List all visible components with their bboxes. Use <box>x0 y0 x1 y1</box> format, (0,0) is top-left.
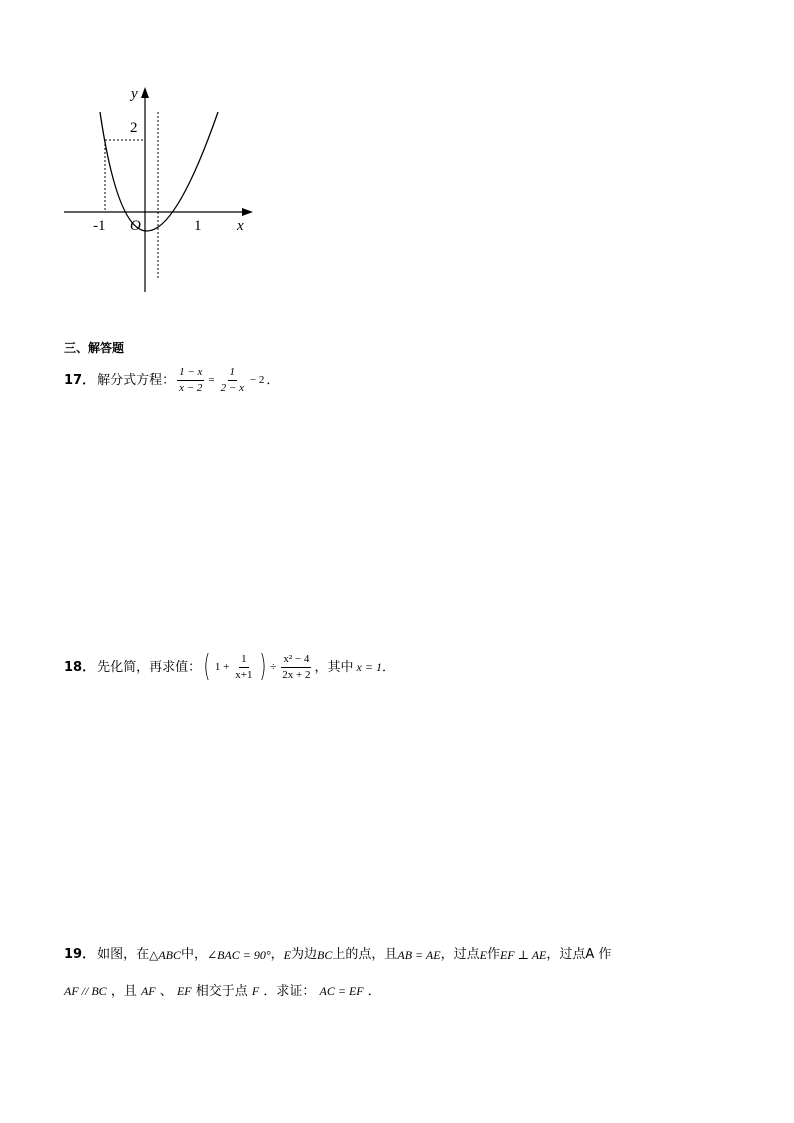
divide-sign: ÷ <box>270 660 277 673</box>
math-parallel: AF // BC <box>64 984 107 998</box>
math-one-plus: 1 + <box>214 660 230 673</box>
math-ab-eq-ae: AB = AE <box>397 947 441 962</box>
punctuation: ． <box>266 372 280 388</box>
fraction-rhs <box>219 366 246 394</box>
problem-text: 先化简，再求值： <box>97 659 202 675</box>
problem-number: 17． <box>64 372 96 388</box>
text-segment: 上的点，且 <box>332 947 398 962</box>
left-paren: ( <box>203 649 211 684</box>
problem-text: 解分式方程： <box>97 372 176 388</box>
fraction-numerator: 1 − x <box>177 366 204 381</box>
math-segment-ef: EF <box>176 984 192 998</box>
origin-label: O <box>130 218 141 234</box>
punctuation: ． <box>367 984 381 999</box>
tick-label-y2: 2 <box>130 120 138 136</box>
math-segment-bc: BC <box>317 947 333 962</box>
problem-number: 19． <box>64 947 96 962</box>
fraction-denominator: 2 − x <box>220 381 244 394</box>
math-triangle: △ABC <box>149 947 182 962</box>
problem-17 <box>64 366 279 394</box>
x-axis-arrow <box>242 208 253 216</box>
punctuation: ． <box>381 659 395 675</box>
math-tail: − 2 <box>249 373 265 386</box>
math-perpendicular: EF ⊥ AE <box>499 947 547 962</box>
fraction-inner <box>233 653 254 681</box>
right-paren: ) <box>258 649 266 684</box>
text-segment: 中， <box>181 947 208 962</box>
problem-number: 18． <box>64 659 96 675</box>
equals-sign: = <box>208 373 215 386</box>
text-segment: 如图，在 <box>97 947 150 962</box>
problem-19-continued <box>64 980 381 999</box>
text-segment: ，过点A 作 <box>546 947 612 962</box>
fraction-numerator: x² − 4 <box>281 653 311 668</box>
fraction-denominator: x − 2 <box>179 381 203 394</box>
problem-18 <box>64 649 395 684</box>
math-point-f: F <box>251 984 260 998</box>
text-segment: 相交于点 <box>195 984 248 999</box>
fraction-numerator: 1 <box>239 653 249 668</box>
section-title: 三、解答题 <box>64 341 125 355</box>
tick-label-x-neg1: -1 <box>93 218 106 234</box>
fraction-lhs <box>177 366 204 394</box>
math-point-e: E <box>283 947 292 962</box>
text-segment: ，且 <box>110 984 137 999</box>
fraction-main <box>280 653 312 681</box>
math-point-e: E <box>479 947 487 962</box>
y-axis-arrow <box>141 87 149 98</box>
problem-19 <box>64 948 611 961</box>
tick-label-x-1: 1 <box>194 218 202 234</box>
text-segment: 为边 <box>291 947 318 962</box>
parabola-graph <box>56 82 266 302</box>
y-axis-label: y <box>131 86 138 102</box>
x-axis-label: x <box>237 218 244 234</box>
text-segment: ．求证： <box>263 984 316 999</box>
fraction-denominator: 2x + 2 <box>282 668 311 681</box>
fraction-denominator: x+1 <box>235 668 253 681</box>
text-segment: ， <box>270 947 284 962</box>
parabola-curve <box>100 112 218 231</box>
math-segment-af: AF <box>140 984 156 998</box>
text-segment: 、 <box>159 984 173 999</box>
fraction-numerator: 1 <box>228 366 238 381</box>
condition-prefix: ，其中 <box>314 659 354 675</box>
text-segment: 作 <box>486 947 500 962</box>
text-segment: ，过点 <box>440 947 480 962</box>
condition-math: x = 1 <box>356 660 382 674</box>
math-angle: ∠BAC = 90° <box>207 947 271 962</box>
math-conclusion: AC = EF <box>319 984 364 998</box>
